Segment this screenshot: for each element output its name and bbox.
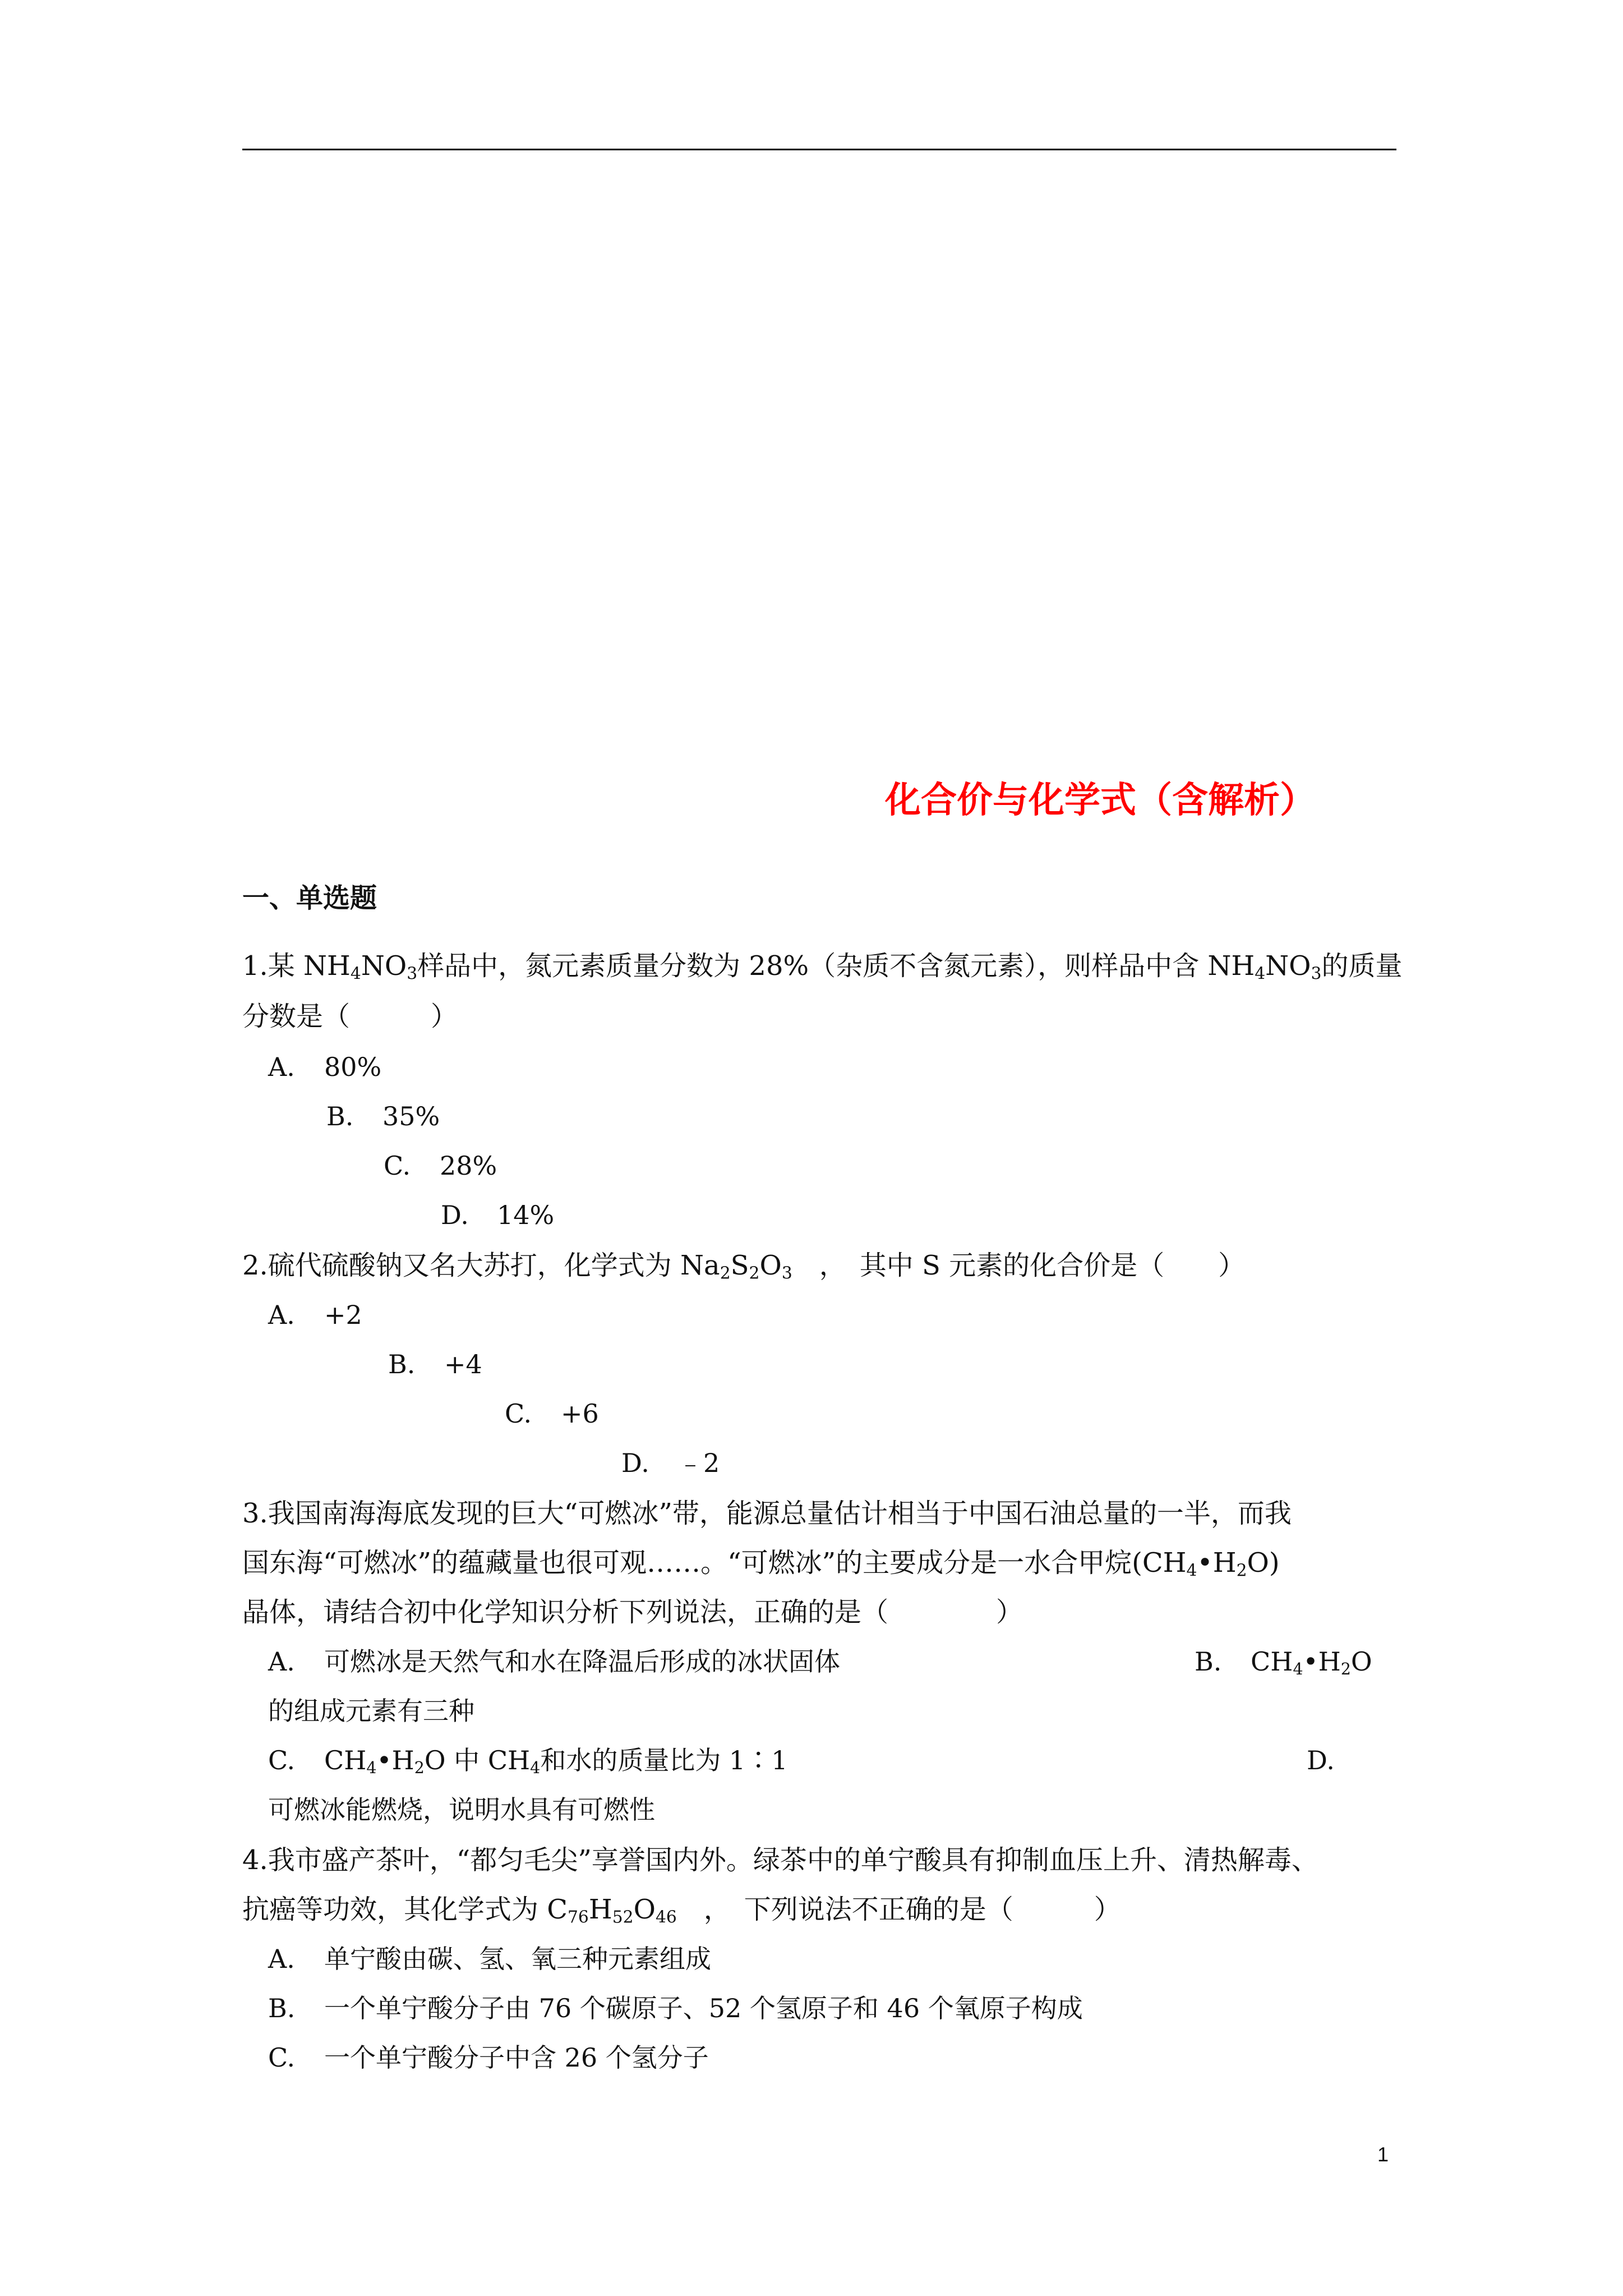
- q1-option-d[interactable]: D. 14%: [441, 1200, 555, 1230]
- q3-option-b[interactable]: B. $CH_4•H_2O$: [1195, 1646, 1372, 1679]
- q4-option-a[interactable]: A. 单宁酸由碳、氢、氧三种元素组成: [268, 1944, 711, 1974]
- q1-stem-line2: 分数是（ ）: [242, 1001, 458, 1032]
- document-title: 化合价与化学式（含解析）: [885, 779, 1316, 821]
- q3-option-d-continuation: 可燃冰能燃烧，说明水具有可燃性: [268, 1795, 655, 1825]
- q3-stem-line2: 国东海“可燃冰”的蕴藏量也很可观……。“可燃冰”的主要成分是一水合甲烷$(CH_4•H_2O)$: [242, 1547, 1280, 1581]
- q1-option-a[interactable]: A. 80%: [268, 1052, 382, 1082]
- q4-option-c[interactable]: C. 一个单宁酸分子中含 26 个氢分子: [268, 2042, 709, 2073]
- q3-option-d[interactable]: D.: [1307, 1745, 1335, 1775]
- q3-option-c[interactable]: C. $CH_4•H_2O$ 中 $CH_4$和水的质量比为 1∶1: [268, 1745, 788, 1778]
- page-number: 1: [1377, 2143, 1389, 2166]
- q2-option-c[interactable]: C. +6: [505, 1398, 599, 1429]
- q3-stem-line1: 3.我国南海海底发现的巨大“可燃冰”带，能源总量估计相当于中国石油总量的一半，而我: [242, 1498, 1292, 1529]
- q4-stem-line1: 4.我市盛产茶叶，“都匀毛尖”享誉国内外。绿茶中的单宁酸具有抑制血压上升、清热解毒、: [242, 1844, 1318, 1876]
- q1-stem-line1: 1.某 $NH_4NO_3$样品中，氮元素质量分数为 28%（杂质不含氮元素），则样品中含 $NH_4NO_3$的质量: [242, 950, 1403, 984]
- q3-option-a[interactable]: A. 可燃冰是天然气和水在降温后形成的冰状固体: [268, 1646, 840, 1677]
- q1-option-b[interactable]: B. 35%: [326, 1101, 440, 1131]
- q3-option-b-continuation: 的组成元素有三种: [268, 1696, 474, 1726]
- q1-option-c[interactable]: C. 28%: [384, 1151, 497, 1181]
- q2-option-b[interactable]: B. +4: [388, 1349, 482, 1379]
- q4-stem-line2: 抗癌等功效，其化学式为 $C_{76}H_{52}O_{46}$ ， 下列说法不正确的是（ ）: [242, 1894, 1121, 1927]
- q4-option-b[interactable]: B. 一个单宁酸分子由 76 个碳原子、52 个氢原子和 46 个氧原子构成: [268, 1993, 1083, 2023]
- q2-option-d[interactable]: D. ﹣2: [621, 1448, 720, 1478]
- header-rule: [242, 149, 1396, 150]
- q2-stem: 2.硫代硫酸钠又名大苏打，化学式为 $Na_2S_2O_3$ ， 其中 S 元素的化合价是（ ）: [242, 1250, 1246, 1283]
- section-heading: 一、单选题: [242, 882, 377, 914]
- q3-stem-line3: 晶体，请结合初中化学知识分析下列说法，正确的是（ ）: [242, 1596, 1023, 1628]
- q2-option-a[interactable]: A. +2: [268, 1300, 362, 1330]
